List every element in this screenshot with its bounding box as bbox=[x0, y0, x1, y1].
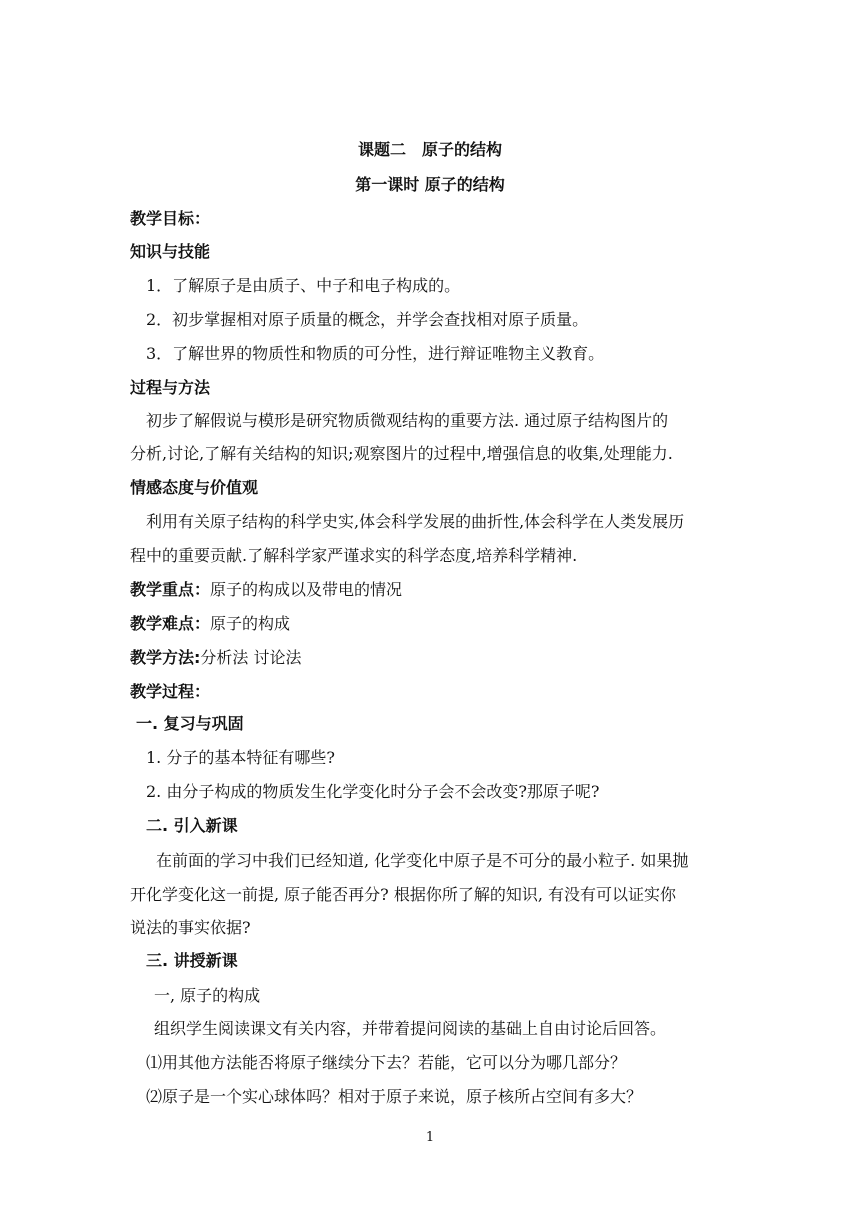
knowledge-item: 2．初步掌握相对原子质量的概念，并学会查找相对原子质量。 bbox=[146, 310, 589, 329]
process-text-line: 初步了解假说与模形是研究物质微观结构的重要方法. 通过原子结构图片的 bbox=[146, 411, 669, 430]
section2-text-line: 开化学变化这一前提, 原子能否再分? 根据你所了解的知识, 有没有可以证实你 bbox=[130, 885, 677, 904]
goals-heading: 教学目标： bbox=[130, 209, 211, 228]
section3-heading: 三. 讲授新课 bbox=[146, 951, 238, 970]
methods-label: 教学方法: bbox=[130, 648, 201, 667]
key-points-label: 教学重点： bbox=[130, 580, 211, 599]
page-title: 课题二 原子的结构 bbox=[357, 140, 502, 159]
section1-question: 1. 分子的基本特征有哪些? bbox=[146, 748, 335, 767]
attitude-text-line: 利用有关原子结构的科学史实,体会科学发展的曲折性,体会科学在人类发展历 bbox=[146, 512, 685, 531]
section1-heading: 一. 复习与巩固 bbox=[136, 714, 244, 733]
key-points-row bbox=[130, 579, 402, 601]
section3-question: ⑴用其他方法能否将原子继续分下去？若能，它可以分为哪几部分？ bbox=[146, 1053, 627, 1072]
section1-question: 2. 由分子构成的物质发生化学变化时分子会不会改变?那原子呢? bbox=[146, 782, 600, 801]
key-points-value: 原子的构成以及带电的情况 bbox=[210, 580, 403, 599]
section3-question: ⑵原子是一个实心球体吗？相对于原子来说，原子核所占空间有多大？ bbox=[146, 1087, 643, 1106]
section2-heading: 二. 引入新课 bbox=[146, 816, 238, 835]
difficulties-value: 原子的构成 bbox=[210, 614, 291, 633]
teaching-process-label: 教学过程： bbox=[130, 682, 211, 701]
attitude-heading: 情感态度与价值观 bbox=[130, 478, 259, 497]
methods-value: 分析法 讨论法 bbox=[200, 648, 302, 667]
section2-text-line: 说法的事实依据? bbox=[130, 918, 251, 937]
difficulties-row bbox=[130, 613, 290, 635]
section3-text: 组织学生阅读课文有关内容，并带着提问阅读的基础上自由讨论后回答。 bbox=[154, 1019, 667, 1038]
page-number: 1 bbox=[425, 1130, 435, 1145]
attitude-text-line: 程中的重要贡献.了解科学家严谨求实的科学态度,培养科学精神. bbox=[130, 546, 578, 565]
knowledge-item: 3．了解世界的物质性和物质的可分性，进行辩证唯物主义教育。 bbox=[146, 344, 605, 363]
methods-row bbox=[130, 647, 302, 669]
section3-subheading: 一, 原子的构成 bbox=[154, 986, 261, 1005]
section2-text-line: 在前面的学习中我们已经知道, 化学变化中原子是不可分的最小粒子. 如果抛 bbox=[156, 851, 689, 870]
page-subtitle: 第一课时 原子的结构 bbox=[355, 175, 505, 194]
knowledge-item: 1．了解原子是由质子、中子和电子构成的。 bbox=[146, 276, 461, 295]
difficulties-label: 教学难点： bbox=[130, 614, 211, 633]
knowledge-heading: 知识与技能 bbox=[130, 242, 211, 261]
process-text-line: 分析,讨论,了解有关结构的知识;观察图片的过程中,增强信息的收集,处理能力. bbox=[130, 444, 673, 463]
process-heading: 过程与方法 bbox=[130, 378, 211, 397]
